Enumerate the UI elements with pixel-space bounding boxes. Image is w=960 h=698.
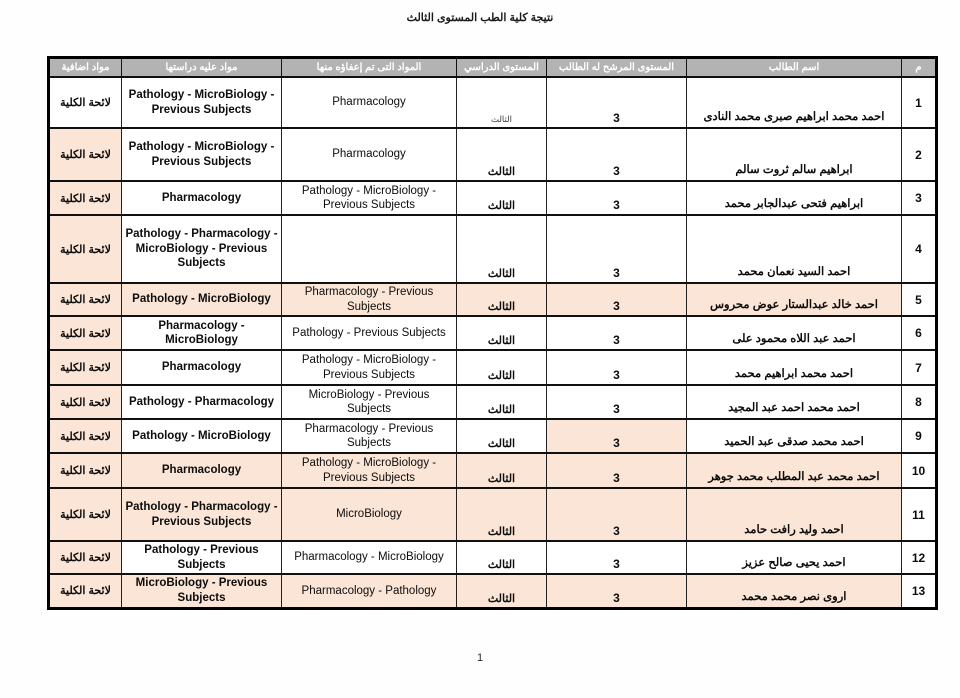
col-header-additional: مواد اضافية: [49, 58, 122, 78]
exempted-subjects-cell: MicroBiology: [282, 488, 457, 541]
table-row: [49, 385, 937, 419]
row-index-cell: 9: [902, 419, 937, 453]
academic-level-cell: الثالث: [457, 128, 547, 181]
nominated-level-cell: 3: [547, 350, 687, 385]
table-row: [49, 181, 937, 215]
additional-subjects-cell: لائحة الكلية: [49, 488, 122, 541]
page-number: 1: [476, 652, 484, 664]
table-row: [49, 419, 937, 453]
exempted-subjects-cell: MicroBiology - Previous Subjects: [282, 385, 457, 419]
academic-level-cell: الثالث: [457, 419, 547, 453]
table-row: [49, 350, 937, 385]
additional-subjects-cell: لائحة الكلية: [49, 77, 122, 128]
academic-level-cell: الثالث: [457, 283, 547, 316]
row-index-cell: 1: [902, 77, 937, 128]
nominated-level-cell: 3: [547, 453, 687, 488]
nominated-level-cell: 3: [547, 316, 687, 350]
exempted-subjects-cell: [282, 215, 457, 283]
col-header-name: اسم الطالب: [687, 58, 902, 78]
study-subjects-cell: Pathology - Pharmacology: [122, 385, 282, 419]
study-subjects-cell: MicroBiology - Previous Subjects: [122, 574, 282, 608]
row-index-cell: 5: [902, 283, 937, 316]
nominated-level-cell: 3: [547, 488, 687, 541]
student-name-cell: احمد محمد ابراهيم صبرى محمد النادى: [687, 77, 902, 128]
col-header-exempted: المواد التى تم إعفاؤه منها: [282, 58, 457, 78]
table-row: [49, 541, 937, 574]
row-index-cell: 13: [902, 574, 937, 608]
academic-level-cell: الثالث: [457, 77, 547, 128]
study-subjects-cell: Pharmacology: [122, 453, 282, 488]
academic-level-cell: الثالث: [457, 350, 547, 385]
study-subjects-cell: Pathology - MicroBiology: [122, 419, 282, 453]
exempted-subjects-cell: Pharmacology - Pathology: [282, 574, 457, 608]
academic-level-cell: الثالث: [457, 574, 547, 608]
additional-subjects-cell: لائحة الكلية: [49, 128, 122, 181]
row-index-cell: 11: [902, 488, 937, 541]
exempted-subjects-cell: Pathology - MicroBiology - Previous Subjects: [282, 350, 457, 385]
col-header-index: م: [902, 58, 937, 78]
student-name-cell: احمد محمد ابراهيم محمد: [687, 350, 902, 385]
study-subjects-cell: Pathology - MicroBiology - Previous Subjects: [122, 77, 282, 128]
academic-level-cell: الثالث: [457, 541, 547, 574]
page-title: نتيجة كلية الطب المستوى الثالث: [406, 12, 554, 24]
student-name-cell: احمد محمد صدقى عبد الحميد: [687, 419, 902, 453]
row-index-cell: 6: [902, 316, 937, 350]
additional-subjects-cell: لائحة الكلية: [49, 574, 122, 608]
col-header-study: مواد عليه دراستها: [122, 58, 282, 78]
nominated-level-cell: 3: [547, 283, 687, 316]
academic-level-cell: الثالث: [457, 215, 547, 283]
study-subjects-cell: Pharmacology - MicroBiology: [122, 316, 282, 350]
academic-level-cell: الثالث: [457, 181, 547, 215]
student-name-cell: احمد خالد عبدالستار عوض محروس: [687, 283, 902, 316]
exempted-subjects-cell: Pharmacology: [282, 77, 457, 128]
exempted-subjects-cell: Pharmacology - Previous Subjects: [282, 419, 457, 453]
student-name-cell: احمد عبد اللاه محمود على: [687, 316, 902, 350]
table-row: [49, 574, 937, 608]
row-index-cell: 4: [902, 215, 937, 283]
results-table: [47, 56, 938, 610]
table-row: [49, 283, 937, 316]
row-index-cell: 8: [902, 385, 937, 419]
table-row: [49, 128, 937, 181]
nominated-level-cell: 3: [547, 419, 687, 453]
exempted-subjects-cell: Pharmacology - MicroBiology: [282, 541, 457, 574]
exempted-subjects-cell: Pathology - Previous Subjects: [282, 316, 457, 350]
table-row: [49, 77, 937, 128]
study-subjects-cell: Pharmacology: [122, 350, 282, 385]
table-row: [49, 215, 937, 283]
study-subjects-cell: Pathology - Pharmacology - Previous Subjects: [122, 488, 282, 541]
nominated-level-cell: 3: [547, 385, 687, 419]
row-index-cell: 7: [902, 350, 937, 385]
additional-subjects-cell: لائحة الكلية: [49, 283, 122, 316]
additional-subjects-cell: لائحة الكلية: [49, 181, 122, 215]
additional-subjects-cell: لائحة الكلية: [49, 215, 122, 283]
student-name-cell: احمد محمد عبد المطلب محمد جوهر: [687, 453, 902, 488]
student-name-cell: احمد يحيى صالح عزيز: [687, 541, 902, 574]
additional-subjects-cell: لائحة الكلية: [49, 453, 122, 488]
additional-subjects-cell: لائحة الكلية: [49, 350, 122, 385]
study-subjects-cell: Pathology - MicroBiology: [122, 283, 282, 316]
table-body: [49, 77, 937, 608]
study-subjects-cell: Pathology - Previous Subjects: [122, 541, 282, 574]
exempted-subjects-cell: Pharmacology - Previous Subjects: [282, 283, 457, 316]
additional-subjects-cell: لائحة الكلية: [49, 316, 122, 350]
student-name-cell: احمد وليد رافت حامد: [687, 488, 902, 541]
study-subjects-cell: Pharmacology: [122, 181, 282, 215]
student-name-cell: ابراهيم سالم ثروت سالم: [687, 128, 902, 181]
table-row: [49, 316, 937, 350]
table-row: [49, 488, 937, 541]
nominated-level-cell: 3: [547, 215, 687, 283]
col-header-level: المستوى الدراسي: [457, 58, 547, 78]
nominated-level-cell: 3: [547, 77, 687, 128]
study-subjects-cell: Pathology - Pharmacology - MicroBiology - Previous Subjects: [122, 215, 282, 283]
nominated-level-cell: 3: [547, 181, 687, 215]
nominated-level-cell: 3: [547, 541, 687, 574]
academic-level-cell: الثالث: [457, 316, 547, 350]
student-name-cell: ابراهيم فتحى عبدالجابر محمد: [687, 181, 902, 215]
student-name-cell: احمد السيد نعمان محمد: [687, 215, 902, 283]
student-name-cell: احمد محمد احمد عبد المجيد: [687, 385, 902, 419]
additional-subjects-cell: لائحة الكلية: [49, 385, 122, 419]
exempted-subjects-cell: Pathology - MicroBiology - Previous Subjects: [282, 181, 457, 215]
study-subjects-cell: Pathology - MicroBiology - Previous Subjects: [122, 128, 282, 181]
additional-subjects-cell: لائحة الكلية: [49, 419, 122, 453]
row-index-cell: 10: [902, 453, 937, 488]
col-header-nominated: المستوى المرشح له الطالب: [547, 58, 687, 78]
row-index-cell: 12: [902, 541, 937, 574]
academic-level-cell: الثالث: [457, 385, 547, 419]
exempted-subjects-cell: Pharmacology: [282, 128, 457, 181]
additional-subjects-cell: لائحة الكلية: [49, 541, 122, 574]
student-name-cell: اروى نصر محمد محمد: [687, 574, 902, 608]
table-row: [49, 453, 937, 488]
header-row: [49, 58, 937, 78]
nominated-level-cell: 3: [547, 128, 687, 181]
academic-level-cell: الثالث: [457, 488, 547, 541]
row-index-cell: 2: [902, 128, 937, 181]
row-index-cell: 3: [902, 181, 937, 215]
nominated-level-cell: 3: [547, 574, 687, 608]
academic-level-cell: الثالث: [457, 453, 547, 488]
exempted-subjects-cell: Pathology - MicroBiology - Previous Subjects: [282, 453, 457, 488]
